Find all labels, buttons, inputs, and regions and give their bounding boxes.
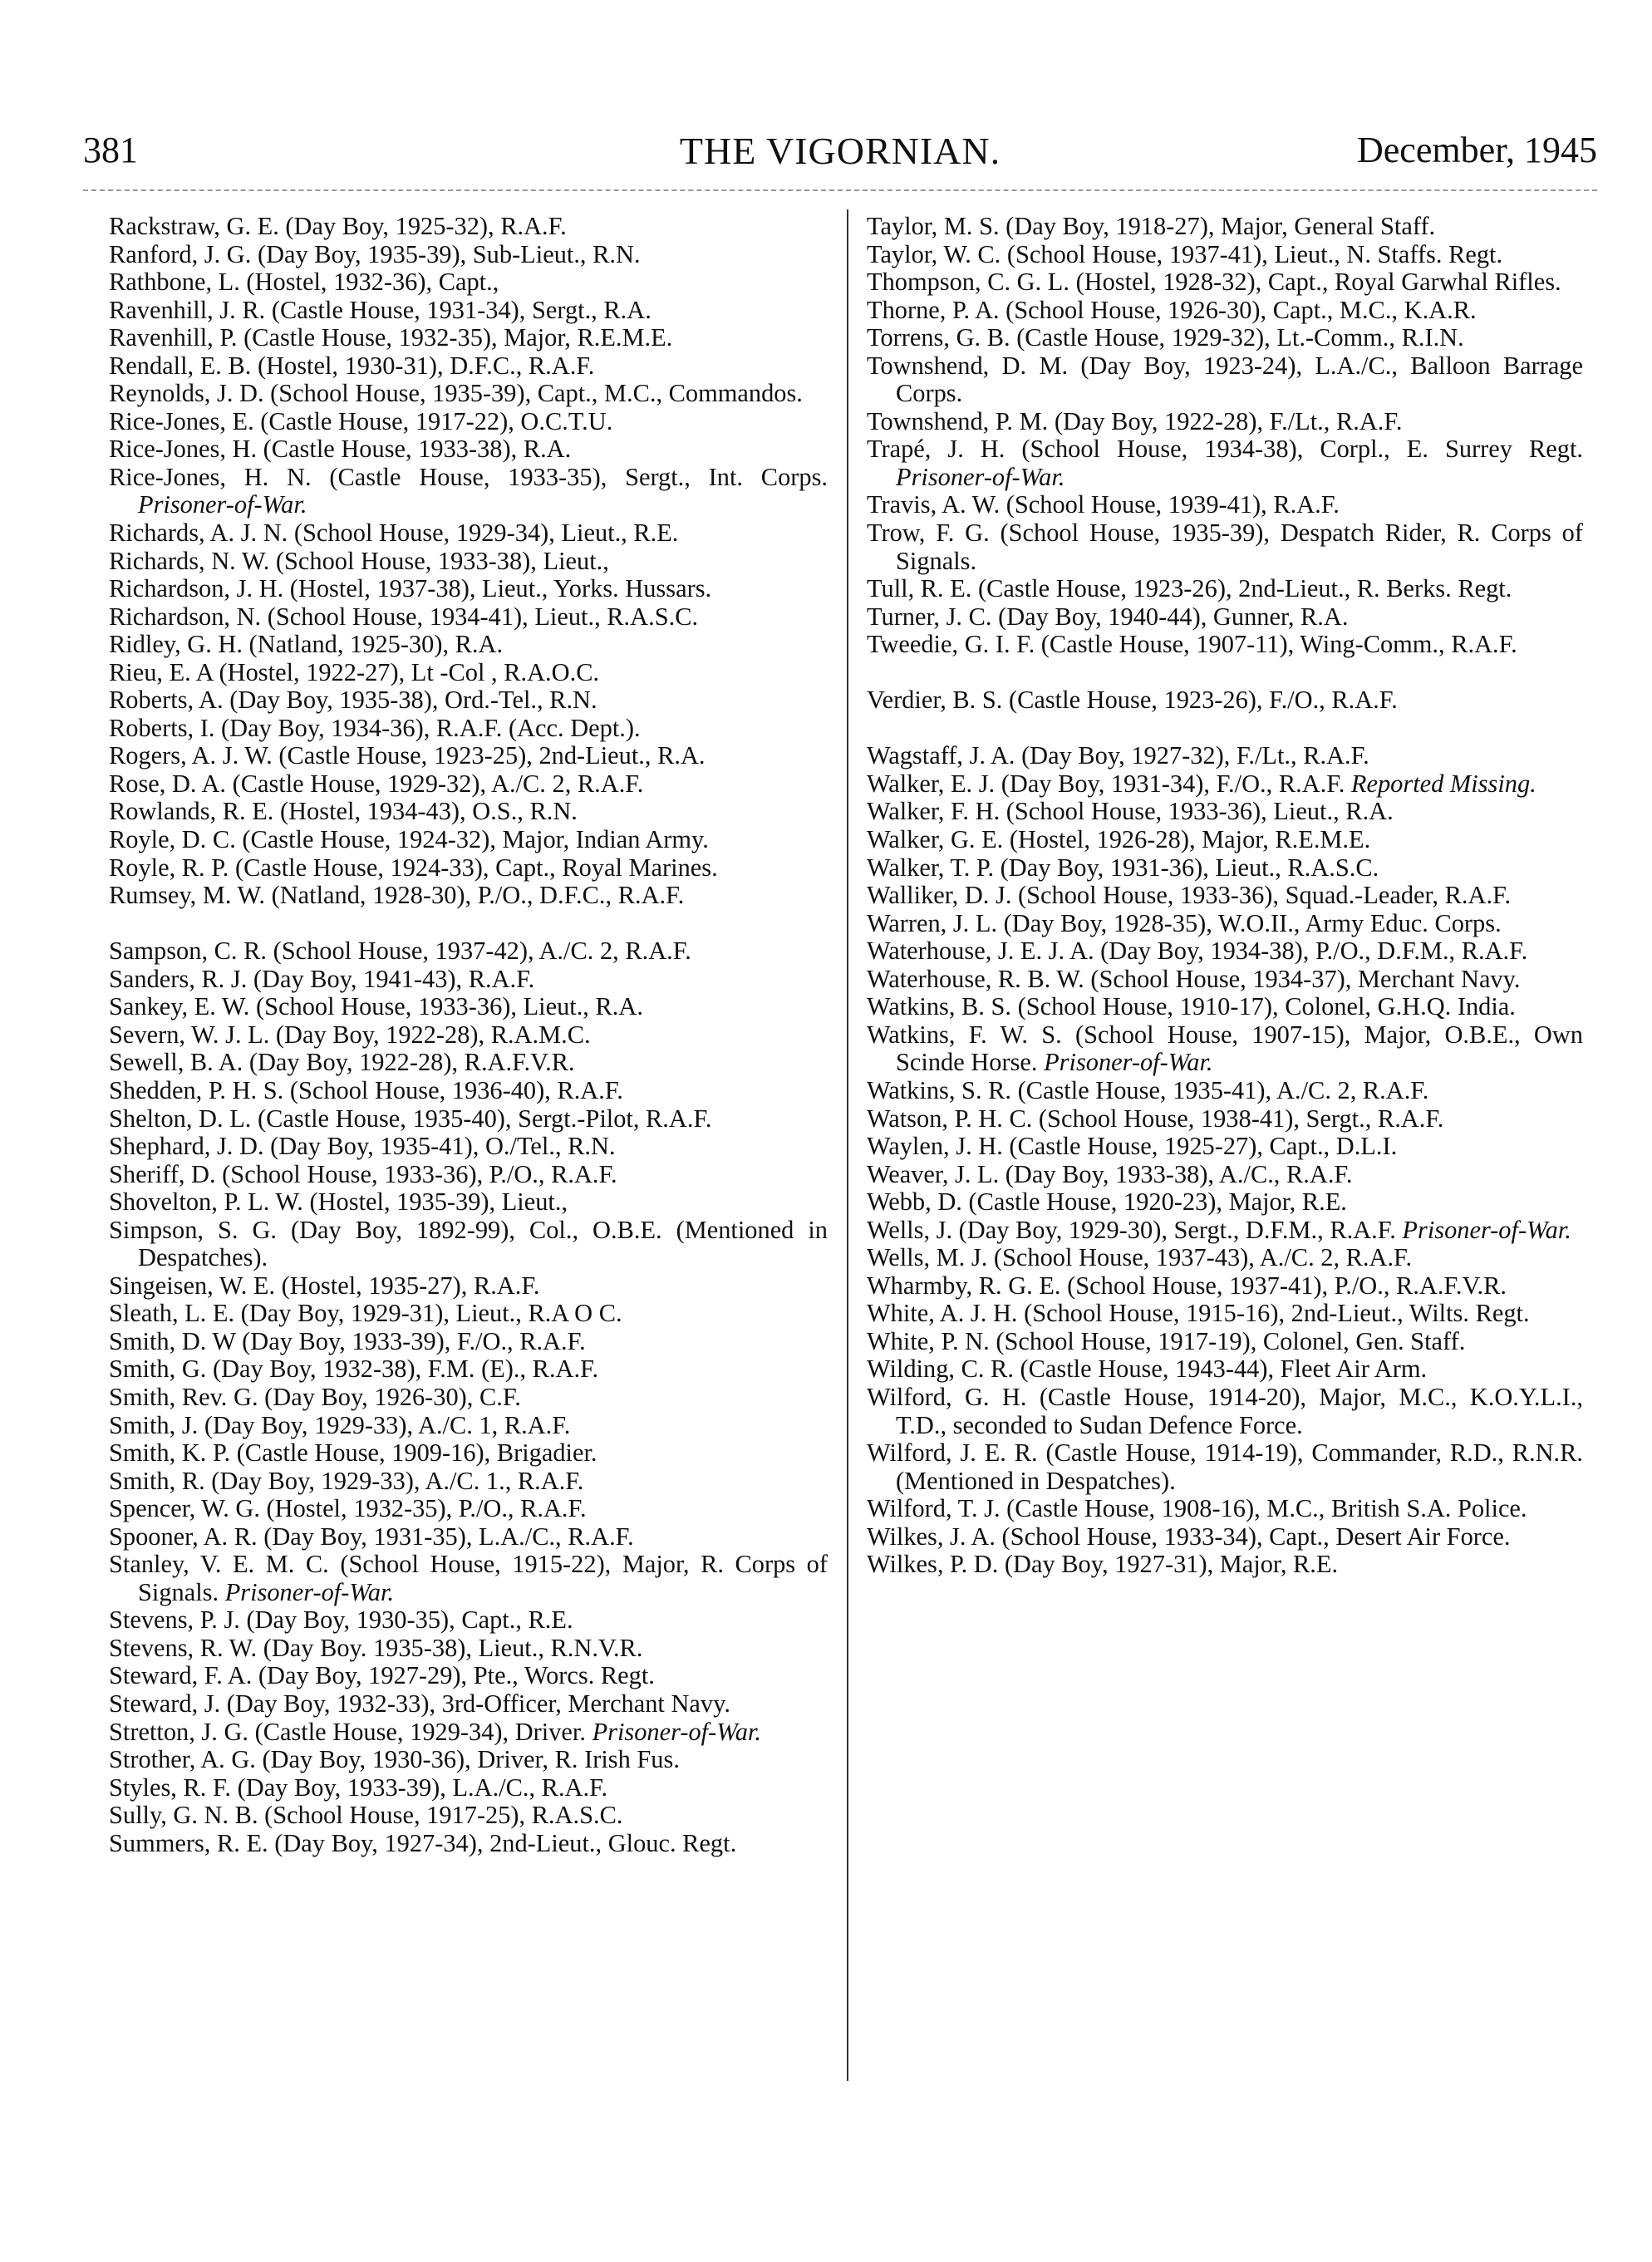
roll-entry — [109, 659, 828, 687]
roll-entry — [109, 1662, 828, 1690]
roll-entry — [867, 519, 1583, 575]
section-spacer — [109, 910, 828, 938]
roll-entry — [867, 408, 1583, 436]
entry-text: Webb, D. (Castle House, 1920-23), Major, R.E. — [867, 1188, 1347, 1217]
entry-text: White, A. J. H. (School House, 1915-16), 2nd-Lieut., Wilts. Regt. — [867, 1299, 1530, 1328]
entry-text: Taylor, M. S. (Day Boy, 1918-27), Major, General Staff. — [867, 212, 1436, 240]
entry-text: Richardson, J. H. (Hostel, 1937-38), Lieut., Yorks. Hussars. — [109, 574, 712, 603]
left-column — [109, 213, 828, 1857]
entry-text: Wilkes, P. D. (Day Boy, 1927-31), Major, R.E. — [867, 1550, 1339, 1579]
entry-text: Walliker, D. J. (School House, 1933-36), Squad.-Leader, R.A.F. — [867, 881, 1512, 910]
roll-entry — [867, 352, 1583, 408]
entry-text: Tweedie, G. I. F. (Castle House, 1907-11), Wing-Comm., R.A.F. — [867, 630, 1517, 659]
entry-text: Townshend, P. M. (Day Boy, 1922-28), F./Lt., R.A.F. — [867, 406, 1403, 435]
entry-text: Roberts, I. (Day Boy, 1934-36), R.A.F. (Acc. Dept.). — [109, 713, 641, 742]
entry-text: Watson, P. H. C. (School House, 1938-41), Sergt., R.A.F. — [867, 1104, 1444, 1133]
entry-text: Stretton, J. G. (Castle House, 1929-34), Driver. — [109, 1717, 586, 1746]
roll-entry — [109, 408, 828, 436]
entry-note: Prisoner-of-War. — [896, 462, 1065, 491]
roll-entry — [109, 241, 828, 269]
roll-entry — [867, 1495, 1583, 1523]
roll-entry — [109, 1384, 828, 1412]
roll-entry — [109, 1551, 828, 1606]
entry-note: Prisoner-of-War. — [138, 490, 307, 519]
entry-text: Smith, Rev. G. (Day Boy, 1926-30), C.F. — [109, 1382, 521, 1411]
roll-entry — [109, 1161, 828, 1189]
entry-text: Rendall, E. B. (Hostel, 1930-31), D.F.C., R.A.F. — [109, 351, 595, 380]
entry-text: Roberts, A. (Day Boy, 1935-38), Ord.-Tel., R.N. — [109, 686, 597, 715]
roll-entry — [109, 631, 828, 659]
roll-entry — [867, 1244, 1583, 1272]
page-number: 381 — [83, 130, 138, 170]
roll-entry — [109, 1217, 828, 1272]
entry-text: Smith, R. (Day Boy, 1929-33), A./C. 1., R.A.F. — [109, 1466, 584, 1495]
entry-text: Smith, J. (Day Boy, 1929-33), A./C. 1, R.A.F. — [109, 1410, 571, 1439]
roll-entry — [867, 1133, 1583, 1161]
roll-entry — [109, 715, 828, 743]
entry-text: Wilding, C. R. (Castle House, 1943-44), Fleet Air Arm. — [867, 1355, 1428, 1384]
entry-text: Stanley, V. E. M. C. (School House, 1915-22), Major, R. Corps of Signals. — [109, 1550, 828, 1606]
roll-entry — [109, 798, 828, 826]
entry-note: Reported Missing. — [1350, 769, 1536, 798]
entry-text: Ravenhill, J. R. (Castle House, 1931-34), Sergt., R.A. — [109, 295, 651, 324]
entry-text: Rathbone, L. (Hostel, 1932-36), Capt., — [109, 268, 499, 297]
entry-text: Walker, F. H. (School House, 1933-36), Lieut., R.A. — [867, 797, 1394, 826]
entry-text: White, P. N. (School House, 1917-19), Colonel, Gen. Staff. — [867, 1326, 1466, 1355]
entry-text: Smith, G. (Day Boy, 1932-38), F.M. (E)., R.A.F. — [109, 1355, 599, 1384]
entry-text: Tull, R. E. (Castle House, 1923-26), 2nd-Lieut., R. Berks. Regt. — [867, 574, 1512, 603]
roll-entry — [867, 324, 1583, 352]
entry-text: Sewell, B. A. (Day Boy, 1922-28), R.A.F.V.R. — [109, 1048, 575, 1077]
entry-text: Severn, W. J. L. (Day Boy, 1922-28), R.A.M.C. — [109, 1020, 591, 1049]
entry-note: Prisoner-of-War. — [224, 1577, 395, 1606]
entry-text: Trapé, J. H. (School House, 1934-38), Corpl., E. Surrey Regt. — [867, 435, 1583, 464]
roll-entry — [109, 993, 828, 1021]
entry-text: Steward, F. A. (Day Boy, 1927-29), Pte., Worcs. Regt. — [109, 1661, 655, 1690]
entry-text: Wilford, T. J. (Castle House, 1908-16), M.C., British S.A. Police. — [867, 1494, 1527, 1523]
entry-text: Spencer, W. G. (Hostel, 1932-35), P./O., R.A.F. — [109, 1494, 587, 1523]
roll-entry — [109, 380, 828, 408]
roll-entry — [109, 1188, 828, 1217]
entry-text: Rowlands, R. E. (Hostel, 1934-43), O.S., R.N. — [109, 797, 578, 826]
entry-text: Rice-Jones, E. (Castle House, 1917-22), O.C.T.U. — [109, 406, 613, 435]
roll-entry — [867, 1439, 1583, 1495]
roll-entry — [867, 241, 1583, 269]
entry-text: Wells, J. (Day Boy, 1929-30), Sergt., D.F.M., R.A.F. — [867, 1215, 1396, 1244]
entry-text: Waylen, J. H. (Castle House, 1925-27), Capt., D.L.I. — [867, 1132, 1398, 1161]
roll-entry — [867, 993, 1583, 1021]
roll-entry — [109, 575, 828, 603]
roll-entry — [867, 603, 1583, 632]
roll-entry — [867, 1355, 1583, 1384]
roll-entry — [109, 966, 828, 994]
entry-text: Rieu, E. A (Hostel, 1922-27), Lt -Col , R.A.O.C. — [109, 657, 600, 686]
roll-entry — [109, 770, 828, 799]
roll-entry — [867, 1021, 1583, 1077]
roll-entry — [109, 742, 828, 770]
roll-entry — [867, 297, 1583, 325]
entry-text: Wagstaff, J. A. (Day Boy, 1927-32), F./Lt., R.A.F. — [867, 741, 1369, 770]
roll-entry — [867, 686, 1583, 715]
roll-entry — [867, 491, 1583, 519]
entry-text: Rackstraw, G. E. (Day Boy, 1925-32), R.A.F. — [109, 212, 567, 240]
entry-text: Strother, A. G. (Day Boy, 1930-36), Driver, R. Irish Fus. — [109, 1745, 680, 1774]
entry-text: Sully, G. N. B. (School House, 1917-25), R.A.S.C. — [109, 1801, 623, 1830]
roll-entry — [867, 1551, 1583, 1579]
entry-text: Reynolds, J. D. (School House, 1935-39), Capt., M.C., Commandos. — [109, 379, 803, 408]
entry-text: Sleath, L. E. (Day Boy, 1929-31), Lieut., R.A O C. — [109, 1299, 622, 1328]
roll-entry — [109, 1523, 828, 1551]
roll-entry — [109, 1105, 828, 1133]
entry-text: Watkins, B. S. (School House, 1910-17), Colonel, G.H.Q. India. — [867, 992, 1516, 1021]
entry-text: Steward, J. (Day Boy, 1932-33), 3rd-Officer, Merchant Navy. — [109, 1689, 730, 1718]
entry-text: Singeisen, W. E. (Hostel, 1935-27), R.A.F. — [109, 1271, 540, 1300]
roll-entry — [867, 910, 1583, 938]
entry-text: Turner, J. C. (Day Boy, 1940-44), Gunner, R.A. — [867, 602, 1349, 631]
roll-entry — [109, 854, 828, 883]
entry-text: Watkins, S. R. (Castle House, 1935-41), A./C. 2, R.A.F. — [867, 1075, 1429, 1104]
roll-entry — [109, 1830, 828, 1858]
entry-text: Ravenhill, P. (Castle House, 1932-35), Major, R.E.M.E. — [109, 323, 673, 352]
entry-text: Wilford, J. E. R. (Castle House, 1914-19), Commander, R.D., R.N.R. (Mentioned in Despatches). — [867, 1438, 1583, 1495]
roll-entry — [867, 966, 1583, 994]
roll-entry — [109, 1049, 828, 1077]
roll-entry — [867, 742, 1583, 770]
roll-entry — [867, 1523, 1583, 1551]
roll-entry — [109, 268, 828, 297]
roll-entry — [109, 1635, 828, 1663]
entry-text: Ranford, J. G. (Day Boy, 1935-39), Sub-Lieut., R.N. — [109, 239, 641, 268]
entry-text: Shephard, J. D. (Day Boy, 1935-41), O./Tel., R.N. — [109, 1132, 616, 1161]
publication-title: THE VIGORNIAN. — [679, 130, 1001, 172]
entry-text: Warren, J. L. (Day Boy, 1928-35), W.O.II., Army Educ. Corps. — [867, 908, 1502, 937]
entry-text: Shelton, D. L. (Castle House, 1935-40), Sergt.-Pilot, R.A.F. — [109, 1104, 712, 1133]
roll-entry — [867, 1217, 1583, 1245]
entry-text: Shovelton, P. L. W. (Hostel, 1935-39), Lieut., — [109, 1188, 568, 1217]
roll-entry — [867, 1384, 1583, 1439]
roll-entry — [109, 1468, 828, 1496]
entry-text: Rice-Jones, H. (Castle House, 1933-38), R.A. — [109, 435, 572, 464]
entry-text: Simpson, S. G. (Day Boy, 1892-99), Col., O.B.E. (Mentioned in Despatches). — [109, 1215, 828, 1272]
roll-entry — [109, 352, 828, 381]
roll-entry — [109, 937, 828, 966]
roll-entry — [109, 1439, 828, 1468]
roll-entry — [867, 882, 1583, 910]
entry-text: Summers, R. E. (Day Boy, 1927-34), 2nd-Lieut., Glouc. Regt. — [109, 1828, 737, 1857]
entry-note: Prisoner-of-War. — [592, 1717, 761, 1746]
roll-entry — [109, 1774, 828, 1802]
column-divider — [847, 209, 848, 2081]
roll-entry — [867, 1300, 1583, 1328]
roll-entry — [109, 1719, 828, 1747]
entry-text: Royle, D. C. (Castle House, 1924-32), Major, Indian Army. — [109, 825, 709, 854]
roll-entry — [867, 1188, 1583, 1217]
roll-entry — [867, 1105, 1583, 1133]
roll-entry — [109, 1412, 828, 1440]
entry-note: Prisoner-of-War. — [1402, 1215, 1571, 1244]
entry-text: Stevens, R. W. (Day Boy. 1935-38), Lieut., R.N.V.R. — [109, 1633, 643, 1662]
entry-text: Walker, T. P. (Day Boy, 1931-36), Lieut., R.A.S.C. — [867, 853, 1379, 882]
entry-text: Wells, M. J. (School House, 1937-43), A./C. 2, R.A.F. — [867, 1243, 1413, 1272]
entry-text: Weaver, J. L. (Day Boy, 1933-38), A./C., R.A.F. — [867, 1159, 1353, 1188]
roll-entry — [109, 882, 828, 910]
roll-entry — [109, 1690, 828, 1719]
roll-entry — [867, 631, 1583, 659]
roll-entry — [109, 435, 828, 464]
section-spacer — [867, 659, 1583, 687]
issue-date: December, 1945 — [1356, 130, 1597, 170]
roll-entry — [109, 1272, 828, 1301]
roll-entry — [109, 213, 828, 241]
roll-entry — [109, 826, 828, 854]
roll-entry — [109, 1606, 828, 1635]
entry-text: Wilkes, J. A. (School House, 1933-34), Capt., Desert Air Force. — [867, 1522, 1511, 1551]
entry-text: Watkins, F. W. S. (School House, 1907-15), Major, O.B.E., Own Scinde Horse. — [867, 1020, 1583, 1077]
entry-text: Shedden, P. H. S. (School House, 1936-40), R.A.F. — [109, 1075, 623, 1104]
roll-entry — [867, 826, 1583, 854]
roll-entry — [109, 297, 828, 325]
roll-entry — [109, 1133, 828, 1161]
entry-text: Stevens, P. J. (Day Boy, 1930-35), Capt., R.E. — [109, 1606, 573, 1635]
entry-text: Walker, E. J. (Day Boy, 1931-34), F./O., R.A.F. — [867, 769, 1345, 798]
roll-entry — [109, 1802, 828, 1830]
entry-text: Thompson, C. G. L. (Hostel, 1928-32), Capt., Royal Garwhal Rifles. — [867, 268, 1561, 297]
roll-entry — [867, 268, 1583, 297]
entry-text: Richards, A. J. N. (School House, 1929-34), Lieut., R.E. — [109, 519, 679, 548]
entry-text: Walker, G. E. (Hostel, 1926-28), Major, R.E.M.E. — [867, 825, 1371, 854]
entry-text: Royle, R. P. (Castle House, 1924-33), Capt., Royal Marines. — [109, 853, 718, 882]
roll-entry — [109, 519, 828, 548]
entry-text: Waterhouse, J. E. J. A. (Day Boy, 1934-38), P./O., D.F.M., R.A.F. — [867, 937, 1528, 966]
roll-entry — [109, 464, 828, 519]
entry-text: Waterhouse, R. B. W. (School House, 1934-37), Merchant Navy. — [867, 964, 1521, 993]
entry-text: Richards, N. W. (School House, 1933-38), Lieut., — [109, 546, 609, 575]
entry-text: Verdier, B. S. (Castle House, 1923-26), F./O., R.A.F. — [867, 686, 1398, 715]
roll-entry — [867, 854, 1583, 883]
roll-entry — [109, 1355, 828, 1384]
section-spacer — [867, 715, 1583, 743]
roll-entry — [109, 324, 828, 352]
roll-entry — [867, 937, 1583, 966]
right-column — [867, 213, 1583, 1579]
roll-entry — [109, 686, 828, 715]
roll-entry — [109, 1077, 828, 1105]
roll-entry — [867, 1272, 1583, 1301]
entry-text: Sampson, C. R. (School House, 1937-42), A./C. 2, R.A.F. — [109, 937, 691, 966]
entry-text: Rose, D. A. (Castle House, 1929-32), A./C. 2, R.A.F. — [109, 769, 644, 798]
entry-text: Townshend, D. M. (Day Boy, 1923-24), L.A./C., Balloon Barrage Corps. — [867, 351, 1583, 408]
entry-text: Sheriff, D. (School House, 1933-36), P./O., R.A.F. — [109, 1159, 617, 1188]
roll-entry — [867, 1328, 1583, 1356]
entry-text: Travis, A. W. (School House, 1939-41), R.A.F. — [867, 490, 1340, 519]
roll-entry — [109, 603, 828, 632]
roll-entry — [867, 1161, 1583, 1189]
entry-text: Smith, D. W (Day Boy, 1933-39), F./O., R.A.F. — [109, 1326, 586, 1355]
entry-text: Thorne, P. A. (School House, 1926-30), Capt., M.C., K.A.R. — [867, 295, 1477, 324]
entry-text: Torrens, G. B. (Castle House, 1929-32), Lt.-Comm., R.I.N. — [867, 323, 1464, 352]
entry-note: Prisoner-of-War. — [1044, 1048, 1213, 1077]
roll-entry — [109, 1021, 828, 1050]
roll-entry — [109, 548, 828, 576]
entry-text: Sankey, E. W. (School House, 1933-36), Lieut., R.A. — [109, 992, 643, 1021]
entry-text: Smith, K. P. (Castle House, 1909-16), Brigadier. — [109, 1438, 597, 1468]
entry-text: Spooner, A. R. (Day Boy, 1931-35), L.A./C., R.A.F. — [109, 1522, 634, 1551]
roll-entry — [867, 435, 1583, 491]
roll-entry — [109, 1746, 828, 1774]
entry-text: Rogers, A. J. W. (Castle House, 1923-25), 2nd-Lieut., R.A. — [109, 741, 706, 770]
roll-entry — [867, 575, 1583, 603]
roll-entry — [109, 1300, 828, 1328]
roll-entry — [109, 1495, 828, 1523]
entry-text: Trow, F. G. (School House, 1935-39), Despatch Rider, R. Corps of Signals. — [867, 519, 1583, 575]
entry-text: Styles, R. F. (Day Boy, 1933-39), L.A./C., R.A.F. — [109, 1773, 608, 1802]
entry-text: Sanders, R. J. (Day Boy, 1941-43), R.A.F. — [109, 964, 535, 993]
entry-text: Richardson, N. (School House, 1934-41), Lieut., R.A.S.C. — [109, 602, 699, 631]
entry-text: Ridley, G. H. (Natland, 1925-30), R.A. — [109, 630, 504, 659]
entry-text: Wilford, G. H. (Castle House, 1914-20), Major, M.C., K.O.Y.L.I., T.D., seconded to Sudan Defence Force. — [867, 1382, 1583, 1439]
entry-text: Rice-Jones, H. N. (Castle House, 1933-35), Sergt., Int. Corps. — [109, 462, 828, 491]
entry-text: Wharmby, R. G. E. (School House, 1937-41), P./O., R.A.F.V.R. — [867, 1271, 1507, 1300]
entry-text: Rumsey, M. W. (Natland, 1928-30), P./O., D.F.C., R.A.F. — [109, 881, 685, 910]
roll-entry — [867, 770, 1583, 799]
page-header — [83, 129, 1597, 179]
entry-text: Taylor, W. C. (School House, 1937-41), Lieut., N. Staffs. Regt. — [867, 239, 1503, 268]
roll-entry — [867, 213, 1583, 241]
roll-entry — [109, 1328, 828, 1356]
roll-entry — [867, 798, 1583, 826]
header-rule — [83, 189, 1597, 191]
roll-entry — [867, 1077, 1583, 1105]
